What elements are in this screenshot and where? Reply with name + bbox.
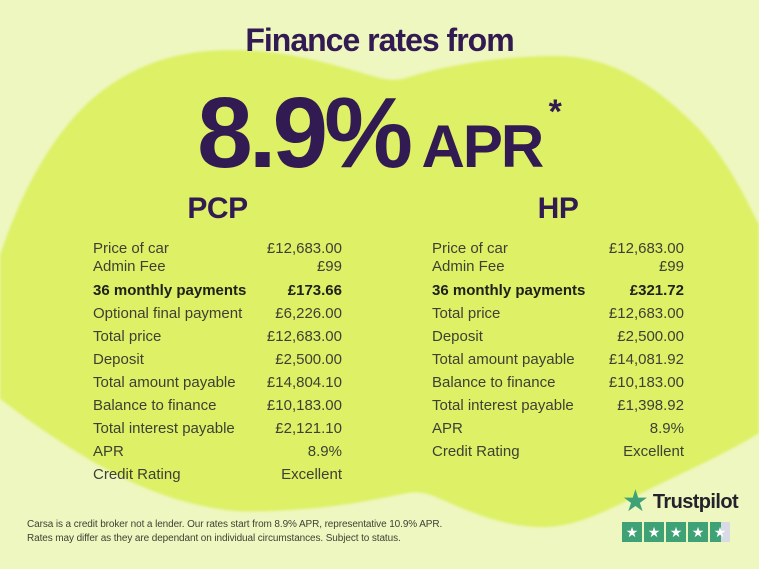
row-value: £99 <box>316 258 342 275</box>
legal-disclaimer <box>27 518 467 545</box>
row-label: 36 monthly payments <box>432 282 586 299</box>
row-label: 36 monthly payments <box>93 282 247 299</box>
row-label: Credit Rating <box>93 466 181 483</box>
row-value: £12,683.00 <box>266 328 342 345</box>
table-row <box>93 397 342 415</box>
row-value: £12,683.00 <box>608 240 684 257</box>
row-label: Balance to finance <box>432 374 556 391</box>
disclaimer-line-1: Carsa is a credit broker not a lender. Our rates start from 8.9% APR, representative 10.9% APR. <box>27 519 443 530</box>
row-label: Admin Fee <box>432 258 505 275</box>
table-row <box>432 443 684 461</box>
row-value: 8.9% <box>649 420 684 437</box>
footnote-asterisk: * <box>548 93 562 131</box>
row-label: Total price <box>432 305 501 322</box>
row-value: £2,500.00 <box>275 351 342 368</box>
table-row <box>432 328 684 346</box>
row-label: Admin Fee <box>93 258 166 275</box>
row-label: Price of car <box>93 240 169 257</box>
row-value: Excellent <box>281 466 342 483</box>
row-label: Deposit <box>432 328 483 345</box>
row-label: Total interest payable <box>93 420 235 437</box>
table-row <box>432 374 684 392</box>
hp-table <box>432 192 684 461</box>
table-row <box>432 420 684 438</box>
row-label: Deposit <box>93 351 144 368</box>
table-row <box>93 443 342 461</box>
row-value: £10,183.00 <box>266 397 342 414</box>
row-value: £321.72 <box>629 282 684 299</box>
row-value: 8.9% <box>307 443 342 460</box>
star-box-icon: ★ <box>644 522 664 542</box>
row-value: £99 <box>658 258 684 275</box>
pcp-table <box>93 192 342 484</box>
row-label: Price of car <box>432 240 508 257</box>
row-value: £173.66 <box>287 282 342 299</box>
table-row <box>432 351 684 369</box>
apr-rate-value: 8.9% <box>197 77 410 189</box>
table-row <box>93 466 342 484</box>
table-row <box>93 305 342 323</box>
star-box-icon: ★ <box>622 522 642 542</box>
row-value: £12,683.00 <box>608 305 684 322</box>
hp-heading: HP <box>537 192 579 225</box>
table-row <box>93 420 342 438</box>
row-label: APR <box>432 420 463 437</box>
half-star-box-icon: ★ <box>710 522 730 542</box>
row-value: £14,804.10 <box>266 374 342 391</box>
trustpilot-rating-4-5-stars <box>622 522 738 542</box>
trustpilot-wordmark: Trustpilot <box>652 490 739 513</box>
row-value: £12,683.00 <box>266 240 342 257</box>
table-row <box>93 374 342 392</box>
row-value: £14,081.92 <box>608 351 684 368</box>
star-box-icon: ★ <box>666 522 686 542</box>
row-value: Excellent <box>623 443 684 460</box>
table-row-emphasis <box>432 282 684 300</box>
banner-title: Finance rates from <box>245 22 514 58</box>
table-row <box>432 305 684 323</box>
row-value: £2,121.10 <box>275 420 342 437</box>
row-label: Credit Rating <box>432 443 520 460</box>
table-row <box>432 397 684 415</box>
trustpilot-widget <box>622 485 739 542</box>
table-row <box>93 240 342 258</box>
row-value: £10,183.00 <box>608 374 684 391</box>
star-box-icon: ★ <box>688 522 708 542</box>
headline-rate <box>0 62 759 189</box>
row-label: Total amount payable <box>93 374 236 391</box>
row-value: £1,398.92 <box>617 397 684 414</box>
trustpilot-logo <box>622 485 739 518</box>
row-value: £2,500.00 <box>617 328 684 345</box>
pcp-heading: PCP <box>187 192 248 225</box>
row-label: Optional final payment <box>93 305 243 322</box>
table-row <box>93 328 342 346</box>
apr-label: APR <box>421 113 543 180</box>
table-row <box>432 258 684 276</box>
row-label: Total amount payable <box>432 351 575 368</box>
disclaimer-line-2: Rates may differ as they are dependant on individual circumstances. Subject to status. <box>27 532 401 544</box>
row-label: Total interest payable <box>432 397 574 414</box>
row-label: Balance to finance <box>93 397 217 414</box>
table-row <box>93 351 342 369</box>
row-label: Total price <box>93 328 162 345</box>
row-value: £6,226.00 <box>275 305 342 322</box>
row-label: APR <box>93 443 124 460</box>
table-row <box>93 258 342 276</box>
trustpilot-star-icon: ★ <box>622 485 649 518</box>
table-row <box>432 240 684 258</box>
table-row-emphasis <box>93 282 342 300</box>
